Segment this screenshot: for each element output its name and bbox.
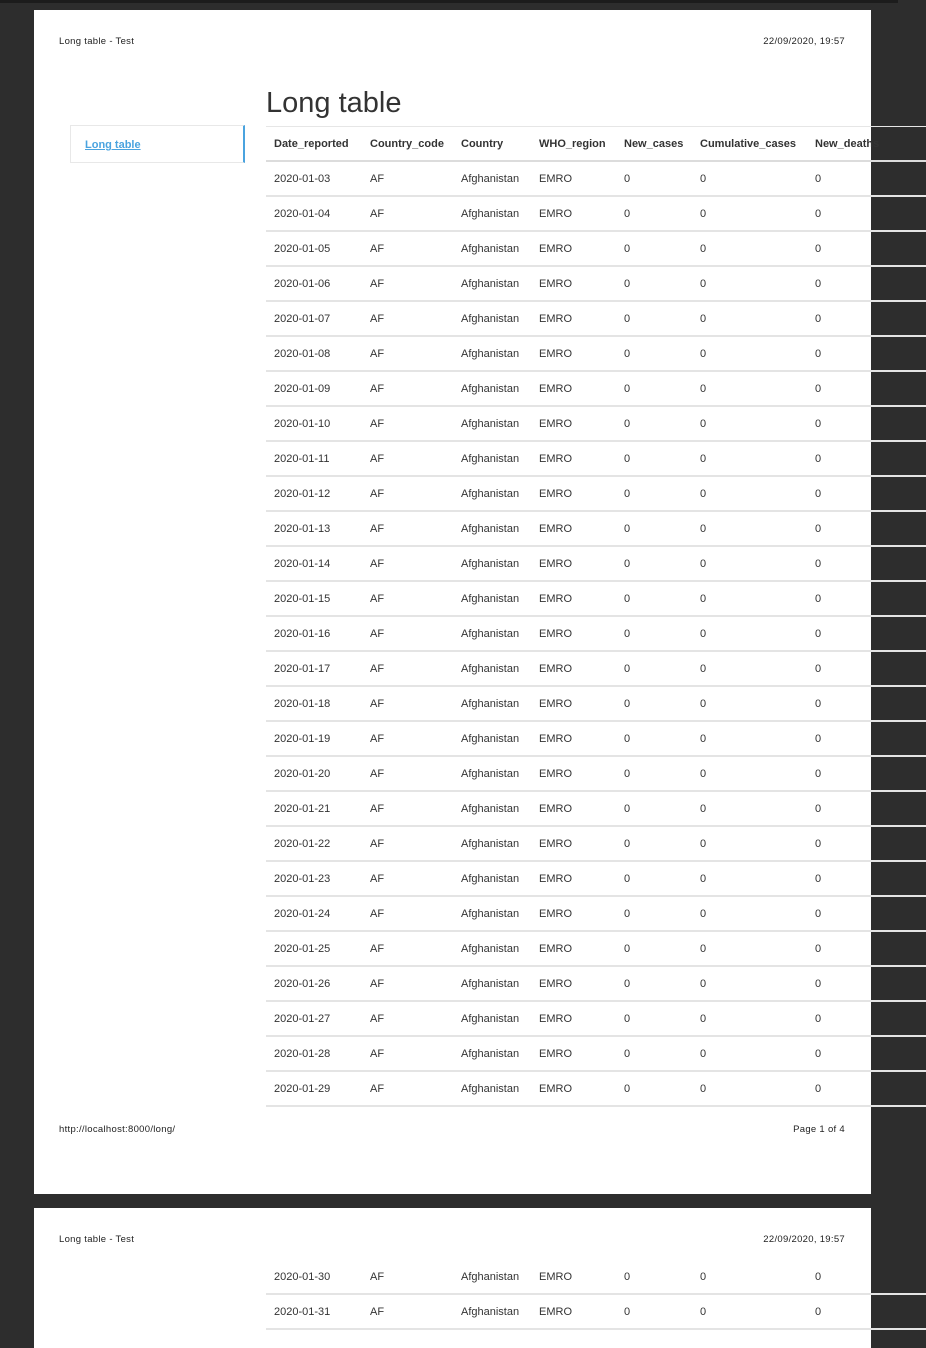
- table-cell: EMRO: [531, 301, 616, 336]
- table-cell: AF: [362, 196, 453, 231]
- table-row: [266, 1036, 926, 1071]
- table-cell: EMRO: [531, 336, 616, 371]
- table-cell: EMRO: [531, 371, 616, 406]
- page-header-datetime: 22/09/2020, 19:57: [763, 1234, 845, 1245]
- table-cell: 0: [692, 1071, 807, 1106]
- table-cell: AF: [362, 441, 453, 476]
- table-cell: Afghanistan: [453, 441, 531, 476]
- table-cell: 2020-01-29: [266, 1071, 362, 1106]
- table-cell: AF: [362, 966, 453, 1001]
- table-cell: 0: [807, 721, 926, 756]
- column-header: Cumulative_cases: [692, 127, 807, 162]
- table-cell: Afghanistan: [453, 301, 531, 336]
- table-row: [266, 441, 926, 476]
- table-cell: 0: [692, 861, 807, 896]
- pdf-page-1: [34, 10, 880, 1194]
- table-cell: 2020-01-12: [266, 476, 362, 511]
- table-cell: 0: [692, 336, 807, 371]
- table-cell: Afghanistan: [453, 1294, 531, 1329]
- table-cell: 0: [692, 1036, 807, 1071]
- table-cell: 2020-01-16: [266, 616, 362, 651]
- table-cell: Afghanistan: [453, 511, 531, 546]
- column-header: New_cases: [616, 127, 692, 162]
- table-cell: Afghanistan: [453, 546, 531, 581]
- table-cell: 0: [616, 616, 692, 651]
- table-cell: 0: [807, 336, 926, 371]
- table-cell: AF: [362, 336, 453, 371]
- table-cell: 0: [692, 616, 807, 651]
- viewer-top-border: [0, 0, 898, 3]
- table-row: [266, 371, 926, 406]
- data-table-wrapper: [266, 1260, 846, 1330]
- table-row: [266, 511, 926, 546]
- table-cell: EMRO: [531, 931, 616, 966]
- table-row: [266, 756, 926, 791]
- table-cell: 2020-01-21: [266, 791, 362, 826]
- table-cell: 0: [692, 1260, 807, 1294]
- table-row: [266, 336, 926, 371]
- page-header-datetime: 22/09/2020, 19:57: [763, 36, 845, 47]
- table-cell: 2020-01-09: [266, 371, 362, 406]
- table-cell: 0: [616, 966, 692, 1001]
- table-cell: Afghanistan: [453, 266, 531, 301]
- column-header: Country_code: [362, 127, 453, 162]
- table-row: [266, 651, 926, 686]
- table-cell: Afghanistan: [453, 721, 531, 756]
- table-cell: 2020-01-30: [266, 1260, 362, 1294]
- table-cell: 2020-01-26: [266, 966, 362, 1001]
- table-cell: 0: [692, 1294, 807, 1329]
- table-cell: AF: [362, 1036, 453, 1071]
- table-cell: AF: [362, 756, 453, 791]
- table-cell: EMRO: [531, 1071, 616, 1106]
- table-cell: Afghanistan: [453, 161, 531, 196]
- table-cell: 0: [692, 406, 807, 441]
- table-cell: Afghanistan: [453, 1001, 531, 1036]
- table-row: [266, 791, 926, 826]
- table-cell: AF: [362, 721, 453, 756]
- table-cell: EMRO: [531, 231, 616, 266]
- table-cell: Afghanistan: [453, 686, 531, 721]
- data-table-wrapper: [266, 126, 880, 1107]
- table-cell: AF: [362, 931, 453, 966]
- table-cell: Afghanistan: [453, 336, 531, 371]
- table-cell: Afghanistan: [453, 196, 531, 231]
- table-cell: 0: [807, 861, 926, 896]
- table-cell: 0: [807, 1036, 926, 1071]
- table-cell: 2020-01-10: [266, 406, 362, 441]
- table-row: [266, 721, 926, 756]
- table-cell: Afghanistan: [453, 476, 531, 511]
- table-cell: EMRO: [531, 441, 616, 476]
- table-cell: 0: [807, 581, 926, 616]
- table-cell: EMRO: [531, 476, 616, 511]
- table-cell: 2020-01-22: [266, 826, 362, 861]
- table-cell: EMRO: [531, 791, 616, 826]
- table-cell: 2020-01-18: [266, 686, 362, 721]
- table-cell: 0: [616, 441, 692, 476]
- table-cell: 0: [616, 511, 692, 546]
- table-cell: 2020-01-05: [266, 231, 362, 266]
- table-cell: 0: [692, 371, 807, 406]
- table-cell: EMRO: [531, 196, 616, 231]
- table-cell: EMRO: [531, 826, 616, 861]
- table-cell: 0: [692, 511, 807, 546]
- table-cell: 0: [692, 966, 807, 1001]
- table-cell: 0: [616, 791, 692, 826]
- table-cell: AF: [362, 476, 453, 511]
- table-cell: 0: [807, 511, 926, 546]
- table-cell: AF: [362, 651, 453, 686]
- table-row: [266, 931, 926, 966]
- table-cell: 0: [616, 861, 692, 896]
- table-cell: Afghanistan: [453, 861, 531, 896]
- table-cell: 0: [807, 301, 926, 336]
- table-cell: Afghanistan: [453, 616, 531, 651]
- table-cell: 0: [807, 406, 926, 441]
- table-body: [266, 1260, 926, 1329]
- table-cell: 0: [807, 476, 926, 511]
- table-cell: 2020-01-08: [266, 336, 362, 371]
- table-cell: 2020-01-04: [266, 196, 362, 231]
- page-header-title: Long table - Test: [59, 1234, 135, 1245]
- table-cell: AF: [362, 511, 453, 546]
- page-footer-url: http://localhost:8000/long/: [59, 1124, 176, 1135]
- table-cell: EMRO: [531, 1260, 616, 1294]
- table-cell: 2020-01-17: [266, 651, 362, 686]
- table-cell: AF: [362, 371, 453, 406]
- table-row: [266, 1001, 926, 1036]
- table-cell: EMRO: [531, 721, 616, 756]
- table-cell: AF: [362, 546, 453, 581]
- table-row: [266, 231, 926, 266]
- table-cell: 0: [807, 161, 926, 196]
- table-cell: 0: [692, 1001, 807, 1036]
- table-cell: Afghanistan: [453, 966, 531, 1001]
- table-cell: 0: [616, 196, 692, 231]
- table-cell: AF: [362, 301, 453, 336]
- table-cell: 0: [616, 546, 692, 581]
- table-cell: 0: [616, 406, 692, 441]
- table-row: [266, 161, 926, 196]
- table-cell: Afghanistan: [453, 791, 531, 826]
- table-cell: 0: [807, 546, 926, 581]
- table-row: [266, 966, 926, 1001]
- table-cell: EMRO: [531, 616, 616, 651]
- column-header: Country: [453, 127, 531, 162]
- table-row: [266, 301, 926, 336]
- table-cell: 2020-01-13: [266, 511, 362, 546]
- table-cell: 0: [616, 896, 692, 931]
- table-body: [266, 161, 926, 1106]
- table-cell: 0: [807, 1001, 926, 1036]
- table-cell: 0: [692, 266, 807, 301]
- table-cell: 0: [807, 616, 926, 651]
- table-cell: 0: [807, 791, 926, 826]
- table-cell: 0: [616, 686, 692, 721]
- table-cell: 0: [616, 581, 692, 616]
- table-cell: 2020-01-31: [266, 1294, 362, 1329]
- table-cell: AF: [362, 1071, 453, 1106]
- table-header-row: [266, 127, 926, 162]
- table-cell: 0: [692, 791, 807, 826]
- column-header: WHO_region: [531, 127, 616, 162]
- table-cell: 0: [616, 161, 692, 196]
- table-cell: 0: [692, 301, 807, 336]
- table-row: [266, 406, 926, 441]
- table-cell: EMRO: [531, 406, 616, 441]
- table-cell: 0: [692, 931, 807, 966]
- table-cell: AF: [362, 861, 453, 896]
- table-cell: 2020-01-27: [266, 1001, 362, 1036]
- column-header: New_deaths: [807, 127, 926, 162]
- table-cell: 0: [616, 231, 692, 266]
- table-cell: 0: [692, 546, 807, 581]
- table-cell: 0: [807, 1071, 926, 1106]
- table-cell: 2020-01-28: [266, 1036, 362, 1071]
- table-cell: EMRO: [531, 161, 616, 196]
- table-cell: AF: [362, 406, 453, 441]
- table-cell: AF: [362, 231, 453, 266]
- table-cell: EMRO: [531, 1001, 616, 1036]
- table-cell: 0: [692, 476, 807, 511]
- table-cell: 0: [616, 371, 692, 406]
- table-cell: Afghanistan: [453, 1071, 531, 1106]
- table-cell: AF: [362, 266, 453, 301]
- data-table: [266, 126, 926, 1107]
- table-cell: 0: [692, 651, 807, 686]
- page-title: Long table: [266, 87, 402, 119]
- data-table: [266, 1260, 926, 1330]
- table-cell: Afghanistan: [453, 231, 531, 266]
- table-cell: 0: [616, 336, 692, 371]
- table-cell: 0: [807, 756, 926, 791]
- table-cell: 0: [616, 721, 692, 756]
- table-cell: 0: [616, 826, 692, 861]
- table-cell: 0: [616, 756, 692, 791]
- table-row: [266, 826, 926, 861]
- table-of-contents: [70, 125, 245, 163]
- table-cell: 0: [692, 896, 807, 931]
- table-cell: 2020-01-15: [266, 581, 362, 616]
- table-cell: 2020-01-20: [266, 756, 362, 791]
- table-cell: 2020-01-24: [266, 896, 362, 931]
- table-cell: EMRO: [531, 686, 616, 721]
- table-cell: 0: [616, 1294, 692, 1329]
- table-cell: 0: [692, 441, 807, 476]
- table-cell: EMRO: [531, 756, 616, 791]
- table-row: [266, 196, 926, 231]
- table-cell: 2020-01-19: [266, 721, 362, 756]
- table-cell: 2020-01-03: [266, 161, 362, 196]
- table-cell: 0: [807, 896, 926, 931]
- table-row: [266, 266, 926, 301]
- table-cell: 0: [807, 966, 926, 1001]
- table-cell: AF: [362, 686, 453, 721]
- table-cell: 0: [807, 931, 926, 966]
- table-cell: Afghanistan: [453, 826, 531, 861]
- toc-link-long-table[interactable]: Long table: [85, 139, 141, 151]
- table-cell: EMRO: [531, 1294, 616, 1329]
- table-cell: AF: [362, 1001, 453, 1036]
- table-cell: 0: [807, 826, 926, 861]
- table-row: [266, 1294, 926, 1329]
- table-cell: 2020-01-07: [266, 301, 362, 336]
- table-cell: 2020-01-06: [266, 266, 362, 301]
- table-cell: EMRO: [531, 266, 616, 301]
- table-cell: 0: [692, 686, 807, 721]
- table-cell: AF: [362, 161, 453, 196]
- table-cell: 0: [807, 441, 926, 476]
- table-cell: EMRO: [531, 896, 616, 931]
- table-cell: Afghanistan: [453, 651, 531, 686]
- table-cell: EMRO: [531, 546, 616, 581]
- table-cell: AF: [362, 1260, 453, 1294]
- table-cell: EMRO: [531, 861, 616, 896]
- table-cell: 0: [807, 686, 926, 721]
- table-cell: 0: [807, 1294, 926, 1329]
- table-cell: 2020-01-11: [266, 441, 362, 476]
- table-cell: 0: [807, 371, 926, 406]
- table-cell: AF: [362, 826, 453, 861]
- table-cell: Afghanistan: [453, 371, 531, 406]
- table-cell: 0: [807, 266, 926, 301]
- table-cell: Afghanistan: [453, 406, 531, 441]
- table-cell: 0: [616, 651, 692, 686]
- table-cell: EMRO: [531, 581, 616, 616]
- table-cell: 0: [692, 161, 807, 196]
- column-header: Date_reported: [266, 127, 362, 162]
- table-cell: 2020-01-23: [266, 861, 362, 896]
- table-row: [266, 546, 926, 581]
- table-cell: 0: [616, 1071, 692, 1106]
- table-cell: EMRO: [531, 651, 616, 686]
- table-cell: 0: [616, 931, 692, 966]
- table-cell: AF: [362, 1294, 453, 1329]
- table-cell: 0: [616, 1260, 692, 1294]
- table-cell: 0: [807, 1260, 926, 1294]
- table-cell: 2020-01-25: [266, 931, 362, 966]
- table-cell: 0: [616, 301, 692, 336]
- pdf-page-2: [34, 1208, 871, 1348]
- table-cell: Afghanistan: [453, 1260, 531, 1294]
- table-cell: 0: [692, 196, 807, 231]
- table-cell: 0: [692, 721, 807, 756]
- table-row: [266, 1071, 926, 1106]
- table-cell: 0: [616, 1036, 692, 1071]
- table-cell: 0: [807, 231, 926, 266]
- table-cell: AF: [362, 616, 453, 651]
- table-row: [266, 1260, 926, 1294]
- table-cell: AF: [362, 896, 453, 931]
- table-cell: AF: [362, 791, 453, 826]
- table-cell: Afghanistan: [453, 931, 531, 966]
- table-cell: Afghanistan: [453, 756, 531, 791]
- table-row: [266, 476, 926, 511]
- table-row: [266, 896, 926, 931]
- table-cell: EMRO: [531, 511, 616, 546]
- table-cell: 0: [692, 826, 807, 861]
- table-cell: Afghanistan: [453, 1036, 531, 1071]
- table-row: [266, 686, 926, 721]
- table-row: [266, 616, 926, 651]
- table-cell: Afghanistan: [453, 581, 531, 616]
- table-cell: 0: [616, 1001, 692, 1036]
- page-header-title: Long table - Test: [59, 36, 135, 47]
- table-row: [266, 581, 926, 616]
- table-cell: 0: [616, 266, 692, 301]
- table-cell: 0: [807, 196, 926, 231]
- table-row: [266, 861, 926, 896]
- table-cell: 0: [692, 231, 807, 266]
- table-cell: EMRO: [531, 1036, 616, 1071]
- table-cell: 0: [616, 476, 692, 511]
- table-cell: AF: [362, 581, 453, 616]
- table-cell: 2020-01-14: [266, 546, 362, 581]
- table-cell: 0: [807, 651, 926, 686]
- table-cell: EMRO: [531, 966, 616, 1001]
- page-footer-page-number: Page 1 of 4: [793, 1124, 845, 1135]
- table-cell: Afghanistan: [453, 896, 531, 931]
- table-cell: 0: [692, 756, 807, 791]
- table-cell: 0: [692, 581, 807, 616]
